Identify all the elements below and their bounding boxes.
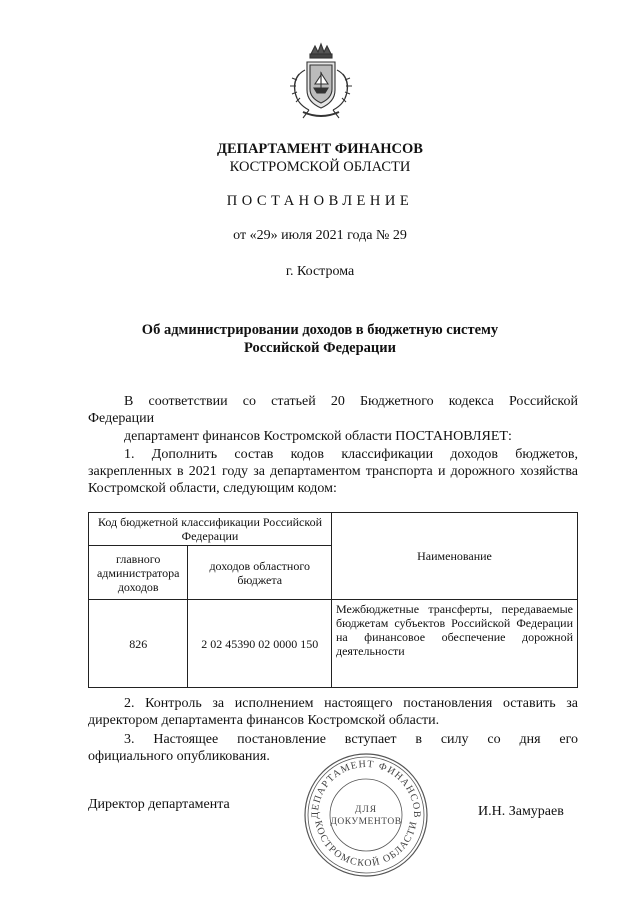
classification-table: [88, 512, 578, 688]
table-row: [89, 600, 578, 688]
table-cell-income: 2 02 45390 02 0000 150: [188, 600, 332, 688]
title-line-2: Российской Федерации: [243, 340, 396, 356]
paragraph-item-3: 3. Настоящее постановление вступает в силу со дня его: [124, 732, 578, 747]
paragraph-item-3-cont: официального опубликования.: [88, 749, 270, 764]
signer-position: Директор департамента: [88, 797, 230, 812]
table-cell-name: Межбюджетные трансферты, передаваемые бюджетам субъектов Российской Федерации на финансовое обеспечение дорожной деятельности: [331, 600, 577, 688]
table-header-admin: главного администратора доходов: [89, 546, 188, 600]
seal-inner-line-2: ДОКУМЕНТОВ: [330, 817, 402, 827]
document-type: ПОСТАНОВЛЕНИЕ: [226, 193, 414, 209]
coat-of-arms-icon: [285, 40, 357, 122]
department-name: ДЕПАРТАМЕНТ ФИНАНСОВ: [217, 141, 423, 157]
paragraph-resolves: департамент финансов Костромской области ПОСТАНОВЛЯЕТ:: [124, 429, 512, 444]
document-title: [0, 321, 640, 357]
signer-name: И.Н. Замураев: [478, 804, 564, 819]
official-seal-stamp: [301, 750, 431, 880]
department-region: КОСТРОМСКОЙ ОБЛАСТИ: [229, 159, 411, 175]
seal-inner-line-1: ДЛЯ: [354, 805, 378, 815]
table-header-name: Наименование: [331, 513, 577, 600]
svg-text:КОСТРОМСКОЙ ОБЛАСТИ: [312, 820, 419, 870]
table-header-income: доходов областного бюджета: [188, 546, 332, 600]
paragraph-item-2: 2. Контроль за исполнением настоящего постановления оставить за директором департамента финансов Костромской области.: [88, 696, 578, 728]
document-date: от «29» июля 2021 года № 29: [233, 228, 407, 243]
title-line-1: Об администрировании доходов в бюджетную систему: [141, 322, 499, 338]
table-header-group: Код бюджетной классификации Российской Федерации: [89, 513, 332, 546]
paragraph-basis: В соответствии со статьей 20 Бюджетного кодекса Российской: [124, 394, 578, 409]
seal-text-top: ДЕПАРТАМЕНТ ФИНАНСОВ: [309, 758, 423, 819]
paragraph-basis-cont: Федерации: [88, 411, 155, 426]
table-cell-admin: 826: [89, 600, 188, 688]
paragraph-item-1: 1. Дополнить состав кодов классификации доходов бюджетов, закрепленных в 2021 году за департаментом транспорта и дорожного хозяйства Костромской области, следующим кодом:: [88, 447, 578, 496]
document-city: г. Кострома: [285, 264, 355, 279]
seal-text-bottom: КОСТРОМСКОЙ ОБЛАСТИ: [312, 819, 420, 870]
